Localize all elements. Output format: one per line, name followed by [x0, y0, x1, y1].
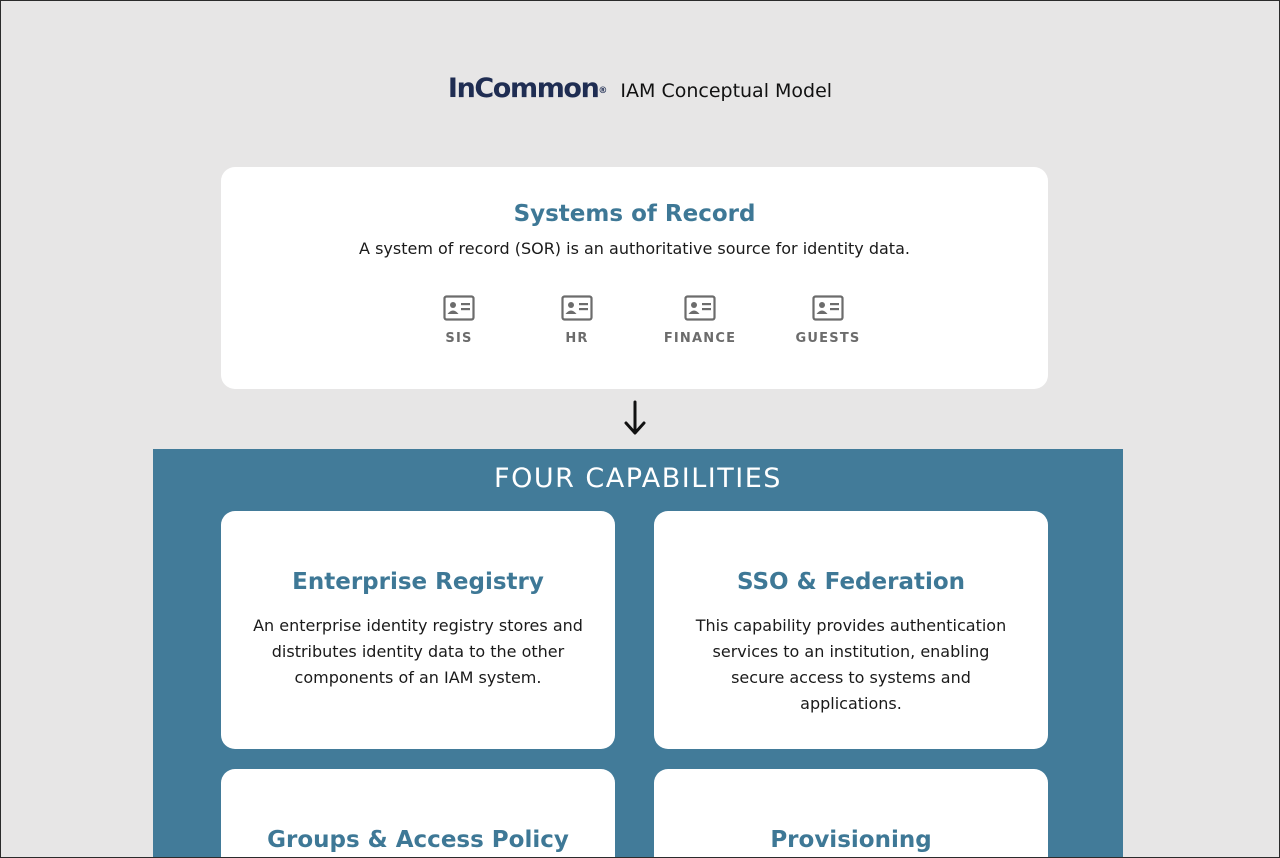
id-card-icon: [812, 295, 844, 321]
capability-card-sso-federation: [654, 511, 1048, 749]
incommon-logo: [447, 73, 608, 105]
sor-description: A system of record (SOR) is an authoritative source for identity data.: [359, 239, 910, 258]
sor-item-guests: [768, 295, 888, 346]
sor-label: SIS: [445, 331, 473, 346]
id-card-icon: [561, 295, 593, 321]
capability-title: Enterprise Registry: [292, 569, 544, 595]
id-card-icon: [443, 295, 475, 321]
sor-item-sis: [399, 295, 519, 346]
capability-title: Provisioning: [770, 827, 932, 853]
capabilities-title: FOUR CAPABILITIES: [494, 463, 782, 494]
capability-card-groups-access-policy: [221, 769, 615, 858]
id-card-icon: [684, 295, 716, 321]
sor-item-hr: [517, 295, 637, 346]
capability-title: SSO & Federation: [736, 569, 966, 595]
page-title: IAM Conceptual Model: [620, 80, 833, 102]
capability-description: This capability provides authentication services to an institution, enabling secure access to systems and applications.: [695, 616, 1007, 713]
capability-card-provisioning: [654, 769, 1048, 858]
capability-title: Groups & Access Policy: [267, 827, 569, 853]
logo-text: InCommon: [447, 73, 599, 104]
capability-description: An enterprise identity registry stores and distributes identity data to the other components of an IAM system.: [253, 616, 583, 687]
sor-label: FINANCE: [663, 331, 737, 346]
arrow-down-icon: [623, 399, 647, 437]
header: [1, 73, 1279, 105]
sor-item-finance: [640, 295, 760, 346]
systems-of-record-card: [221, 167, 1048, 389]
sor-label: HR: [565, 331, 589, 346]
sor-label: GUESTS: [795, 331, 861, 346]
registered-mark: ®: [598, 86, 608, 96]
capability-card-enterprise-registry: [221, 511, 615, 749]
four-capabilities-panel: [153, 449, 1123, 858]
sor-title: Systems of Record: [513, 201, 756, 227]
